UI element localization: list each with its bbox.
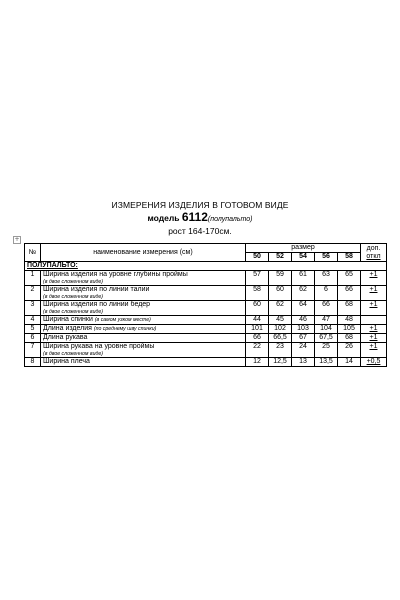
row-number: 5 (25, 325, 41, 334)
section-row (25, 262, 387, 271)
size-value: 6 (315, 286, 338, 301)
measurement-name-cell (41, 334, 246, 343)
size-value: 68 (338, 301, 361, 316)
size-value: 23 (269, 343, 292, 358)
size-value: 25 (315, 343, 338, 358)
size-value: 62 (269, 301, 292, 316)
tolerance-text: +1 (369, 271, 378, 278)
size-value: 64 (292, 301, 315, 316)
table-row (25, 325, 387, 334)
measurement-name: Длина рукава (43, 334, 88, 341)
measurements-table (24, 243, 387, 367)
header-num: № (25, 244, 41, 262)
size-value: 47 (315, 316, 338, 325)
measurement-name-cell (41, 358, 246, 367)
tolerance-text: +0,5 (366, 358, 381, 365)
tolerance-value (361, 334, 387, 343)
size-value: 44 (246, 316, 269, 325)
header-tolerance-line2: откл (366, 252, 381, 260)
size-value: 66 (246, 334, 269, 343)
tolerance-value (361, 316, 387, 325)
measurement-subnote: (в двое сложенном виде) (43, 279, 103, 285)
size-value: 26 (338, 343, 361, 358)
size-value: 68 (338, 334, 361, 343)
tolerance-value (361, 343, 387, 358)
section-title: ПОЛУПАЛЬТО: (25, 262, 387, 271)
tolerance-value (361, 301, 387, 316)
size-value: 14 (338, 358, 361, 367)
measurement-subnote: (в двое сложенном виде) (43, 351, 103, 357)
measurement-subnote: (в двое сложенном виде) (43, 294, 103, 300)
size-value: 48 (338, 316, 361, 325)
size-value: 12 (246, 358, 269, 367)
header-tolerance (361, 244, 387, 262)
measurement-name-cell (41, 325, 246, 334)
size-header: 50 (246, 253, 269, 262)
row-number: 1 (25, 271, 41, 286)
measurement-name: Ширина плеча (43, 358, 90, 365)
table-row (25, 343, 387, 358)
size-value: 66 (338, 286, 361, 301)
measurement-name: Ширина рукава на уровне проймы (43, 343, 155, 350)
row-number: 2 (25, 286, 41, 301)
document-header (0, 200, 400, 237)
size-value: 60 (246, 301, 269, 316)
size-value: 67,5 (315, 334, 338, 343)
tolerance-text: +1 (369, 325, 378, 332)
row-number: 7 (25, 343, 41, 358)
row-number: 8 (25, 358, 41, 367)
size-header: 56 (315, 253, 338, 262)
size-value: 46 (292, 316, 315, 325)
size-value: 103 (292, 325, 315, 334)
size-value: 67 (292, 334, 315, 343)
measurement-name: Ширина изделия по линии талии (43, 286, 150, 293)
size-value: 66,5 (269, 334, 292, 343)
tolerance-value (361, 271, 387, 286)
table-row (25, 271, 387, 286)
size-value: 58 (246, 286, 269, 301)
table-row (25, 301, 387, 316)
size-header: 52 (269, 253, 292, 262)
size-value: 22 (246, 343, 269, 358)
tolerance-value (361, 286, 387, 301)
size-value: 105 (338, 325, 361, 334)
row-number: 6 (25, 334, 41, 343)
size-value: 13,5 (315, 358, 338, 367)
tolerance-text: +1 (369, 286, 378, 293)
tolerance-text: +1 (369, 334, 378, 341)
measurement-name-cell (41, 301, 246, 316)
measurement-subnote: (в двое сложенном виде) (43, 309, 103, 315)
tolerance-value (361, 325, 387, 334)
table-row (25, 334, 387, 343)
size-value: 45 (269, 316, 292, 325)
size-value: 12,5 (269, 358, 292, 367)
measurement-name-cell (41, 271, 246, 286)
size-header: 58 (338, 253, 361, 262)
tolerance-value (361, 358, 387, 367)
size-value: 24 (292, 343, 315, 358)
model-note: (полупальто) (207, 216, 253, 223)
size-value: 104 (315, 325, 338, 334)
height-range: рост 164-170см. (168, 226, 232, 236)
table-row (25, 358, 387, 367)
measurement-name-cell (41, 343, 246, 358)
size-value: 61 (292, 271, 315, 286)
header-size: размер (246, 244, 361, 253)
header-name: наименование измерения (см) (41, 244, 246, 262)
size-value: 62 (292, 286, 315, 301)
document-title: ИЗМЕРЕНИЯ ИЗДЕЛИЯ В ГОТОВОМ ВИДЕ (111, 200, 289, 210)
row-number: 4 (25, 316, 41, 325)
measurement-name: Ширина спинки (43, 316, 93, 323)
measurement-note: (в самом узком месте) (94, 317, 151, 323)
size-value: 66 (315, 301, 338, 316)
measurement-name: Длина изделия (43, 325, 92, 332)
size-header: 54 (292, 253, 315, 262)
tolerance-text: +1 (369, 343, 378, 350)
row-number: 3 (25, 301, 41, 316)
size-value: 13 (292, 358, 315, 367)
size-value: 57 (246, 271, 269, 286)
model-line (0, 211, 400, 226)
size-value: 63 (315, 271, 338, 286)
size-value: 59 (269, 271, 292, 286)
table-move-handle-icon[interactable]: + (14, 236, 20, 243)
size-value: 65 (338, 271, 361, 286)
size-value: 60 (269, 286, 292, 301)
size-value: 102 (269, 325, 292, 334)
measurement-name-cell (41, 286, 246, 301)
model-label: модель (147, 213, 180, 223)
table-row (25, 316, 387, 325)
measurement-name-cell (41, 316, 246, 325)
measurement-name: Ширина изделия на уровне глубины проймы (43, 271, 188, 278)
header-tolerance-line1: доп. (366, 245, 381, 252)
tolerance-text: +1 (369, 301, 378, 308)
size-value: 101 (246, 325, 269, 334)
model-number: 6112 (181, 210, 208, 224)
measurement-note: (по среднему шву спинки) (93, 326, 157, 332)
table-header-row (25, 244, 387, 253)
table-row (25, 286, 387, 301)
measurement-name: Ширина изделия по линии бедер (43, 301, 151, 308)
